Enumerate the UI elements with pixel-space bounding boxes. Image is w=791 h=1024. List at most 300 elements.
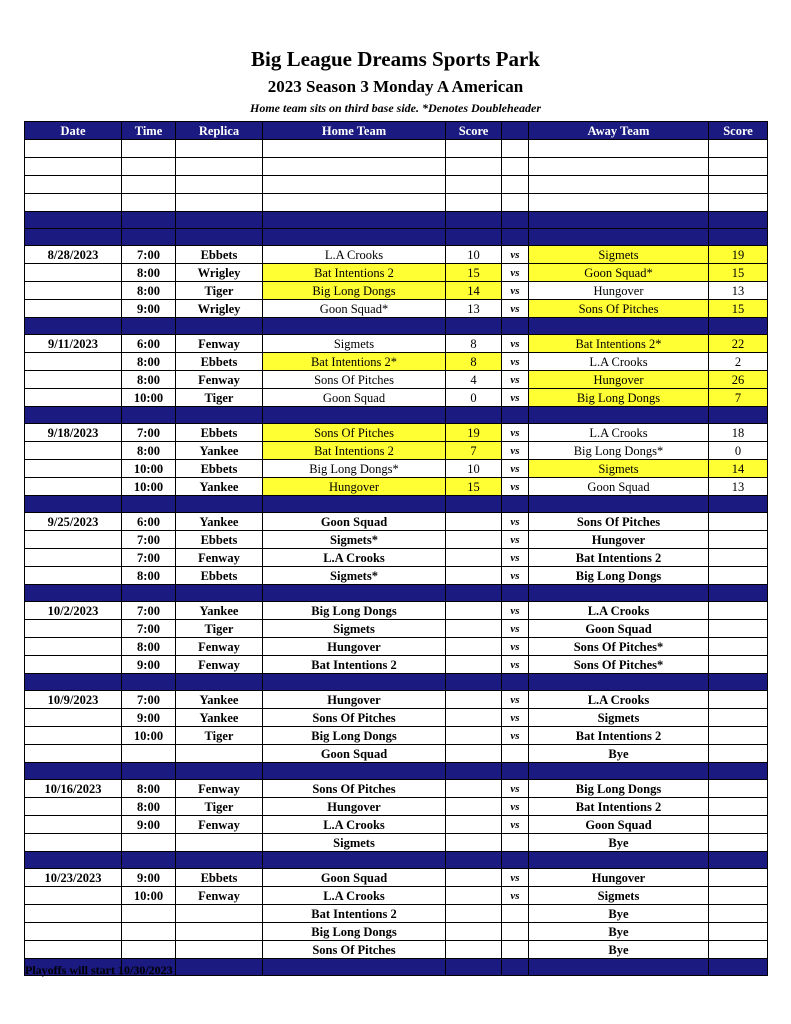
vs-cell: vs	[502, 531, 529, 549]
vs-cell: vs	[502, 798, 529, 816]
away-score-cell: 15	[709, 264, 768, 282]
table-row	[25, 353, 768, 371]
table-row	[25, 656, 768, 674]
separator-cell	[446, 496, 502, 513]
date-cell: 10/23/2023	[25, 869, 122, 887]
table-row	[25, 745, 768, 763]
week-separator	[25, 585, 768, 602]
table-row	[25, 798, 768, 816]
replica-cell: Wrigley	[176, 300, 263, 318]
away-team-cell: Sons Of Pitches	[529, 300, 709, 318]
home-score-cell: 19	[446, 424, 502, 442]
week-separator	[25, 852, 768, 869]
replica-cell: Fenway	[176, 335, 263, 353]
home-team-cell: Big Long Dongs	[263, 923, 446, 941]
week-separator	[25, 763, 768, 780]
table-header-row	[25, 122, 768, 140]
separator-cell	[446, 407, 502, 424]
date-cell	[25, 442, 122, 460]
home-team-cell: Sigmets	[263, 620, 446, 638]
away-team-cell: Sons Of Pitches*	[529, 638, 709, 656]
home-score-cell	[446, 620, 502, 638]
home-score-cell	[446, 194, 502, 212]
away-team-cell: Hungover	[529, 282, 709, 300]
separator-cell	[122, 674, 176, 691]
time-cell: 10:00	[122, 887, 176, 905]
table-row	[25, 549, 768, 567]
home-team-cell	[263, 158, 446, 176]
time-cell: 6:00	[122, 513, 176, 531]
away-team-cell: Bye	[529, 923, 709, 941]
separator-cell	[529, 674, 709, 691]
away-score-cell	[709, 140, 768, 158]
separator-cell	[122, 318, 176, 335]
home-score-cell	[446, 638, 502, 656]
vs-cell: vs	[502, 478, 529, 496]
vs-cell: vs	[502, 424, 529, 442]
separator-cell	[446, 674, 502, 691]
vs-cell: vs	[502, 353, 529, 371]
separator-cell	[502, 496, 529, 513]
separator-cell	[176, 852, 263, 869]
table-row	[25, 282, 768, 300]
vs-cell: vs	[502, 389, 529, 407]
separator-cell	[709, 959, 768, 976]
table-row	[25, 176, 768, 194]
home-team-cell: Hungover	[263, 478, 446, 496]
replica-cell: Yankee	[176, 691, 263, 709]
schedule-note: Home team sits on third base side. *Denotes Doubleheader	[250, 101, 541, 115]
date-cell	[25, 264, 122, 282]
away-team-cell: Hungover	[529, 531, 709, 549]
time-cell: 10:00	[122, 727, 176, 745]
home-score-cell: 4	[446, 371, 502, 389]
date-cell	[25, 478, 122, 496]
replica-cell: Tiger	[176, 620, 263, 638]
time-cell	[122, 905, 176, 923]
replica-cell: Fenway	[176, 656, 263, 674]
col-header-date: Date	[25, 122, 122, 140]
table-row	[25, 442, 768, 460]
vs-cell: vs	[502, 709, 529, 727]
date-cell: 10/16/2023	[25, 780, 122, 798]
vs-cell: vs	[502, 620, 529, 638]
date-cell	[25, 158, 122, 176]
col-header-replica: Replica	[176, 122, 263, 140]
home-team-cell: L.A Crooks	[263, 549, 446, 567]
separator-cell	[446, 852, 502, 869]
away-team-cell: Big Long Dongs	[529, 780, 709, 798]
away-score-cell	[709, 709, 768, 727]
away-score-cell: 22	[709, 335, 768, 353]
replica-cell	[176, 158, 263, 176]
home-team-cell: Goon Squad	[263, 745, 446, 763]
vs-cell: vs	[502, 869, 529, 887]
date-cell: 10/2/2023	[25, 602, 122, 620]
away-team-cell: Sigmets	[529, 709, 709, 727]
table-row	[25, 709, 768, 727]
away-team-cell: L.A Crooks	[529, 691, 709, 709]
separator-cell	[446, 959, 502, 976]
vs-cell	[502, 140, 529, 158]
home-score-cell	[446, 158, 502, 176]
table-row	[25, 300, 768, 318]
away-score-cell: 15	[709, 300, 768, 318]
separator-cell	[176, 496, 263, 513]
separator-cell	[446, 585, 502, 602]
away-team-cell: L.A Crooks	[529, 424, 709, 442]
date-cell: 9/25/2023	[25, 513, 122, 531]
date-cell	[25, 656, 122, 674]
away-team-cell: Goon Squad	[529, 816, 709, 834]
date-cell	[25, 727, 122, 745]
week-separator	[25, 674, 768, 691]
away-score-cell	[709, 691, 768, 709]
away-score-cell: 13	[709, 478, 768, 496]
home-team-cell: Sons Of Pitches	[263, 709, 446, 727]
date-cell	[25, 798, 122, 816]
separator-cell	[446, 318, 502, 335]
replica-cell: Ebbets	[176, 460, 263, 478]
home-score-cell: 0	[446, 389, 502, 407]
vs-cell	[502, 834, 529, 852]
home-team-cell: Goon Squad	[263, 389, 446, 407]
away-score-cell	[709, 513, 768, 531]
table-row	[25, 869, 768, 887]
time-cell: 8:00	[122, 798, 176, 816]
separator-cell	[709, 585, 768, 602]
home-team-cell: Goon Squad*	[263, 300, 446, 318]
home-team-cell: L.A Crooks	[263, 246, 446, 264]
col-header-home-team: Home Team	[263, 122, 446, 140]
replica-cell	[176, 176, 263, 194]
week-separator	[25, 229, 768, 246]
vs-cell	[502, 745, 529, 763]
col-header-home-score: Score	[446, 122, 502, 140]
home-score-cell: 8	[446, 353, 502, 371]
separator-cell	[122, 229, 176, 246]
separator-cell	[25, 229, 122, 246]
separator-cell	[176, 318, 263, 335]
away-team-cell: Big Long Dongs	[529, 389, 709, 407]
separator-cell	[176, 959, 263, 976]
vs-cell	[502, 905, 529, 923]
time-cell: 7:00	[122, 549, 176, 567]
away-team-cell: Sons Of Pitches	[529, 513, 709, 531]
date-cell	[25, 460, 122, 478]
home-score-cell: 15	[446, 478, 502, 496]
separator-cell	[263, 496, 446, 513]
table-row	[25, 335, 768, 353]
replica-cell: Ebbets	[176, 567, 263, 585]
away-score-cell	[709, 816, 768, 834]
time-cell: 7:00	[122, 691, 176, 709]
separator-cell	[529, 212, 709, 229]
vs-cell	[502, 176, 529, 194]
separator-cell	[122, 496, 176, 513]
replica-cell: Ebbets	[176, 353, 263, 371]
date-cell	[25, 905, 122, 923]
separator-cell	[263, 959, 446, 976]
away-score-cell	[709, 531, 768, 549]
away-team-cell: Bye	[529, 941, 709, 959]
separator-cell	[502, 229, 529, 246]
time-cell: 10:00	[122, 460, 176, 478]
date-cell: 9/18/2023	[25, 424, 122, 442]
home-score-cell	[446, 905, 502, 923]
away-score-cell	[709, 941, 768, 959]
separator-cell	[529, 229, 709, 246]
home-team-cell: Bat Intentions 2*	[263, 353, 446, 371]
time-cell	[122, 194, 176, 212]
date-cell	[25, 834, 122, 852]
table-row	[25, 478, 768, 496]
time-cell: 9:00	[122, 869, 176, 887]
time-cell	[122, 158, 176, 176]
separator-cell	[446, 229, 502, 246]
playoffs-note: Playoffs will start 10/30/2023	[25, 963, 173, 977]
replica-cell: Tiger	[176, 282, 263, 300]
vs-cell: vs	[502, 727, 529, 745]
separator-cell	[176, 229, 263, 246]
date-cell	[25, 638, 122, 656]
home-score-cell: 10	[446, 246, 502, 264]
away-score-cell	[709, 905, 768, 923]
time-cell: 8:00	[122, 353, 176, 371]
table-row	[25, 620, 768, 638]
table-row	[25, 905, 768, 923]
home-team-cell: Bat Intentions 2	[263, 656, 446, 674]
home-team-cell: Hungover	[263, 638, 446, 656]
separator-cell	[529, 763, 709, 780]
table-row	[25, 941, 768, 959]
home-score-cell	[446, 887, 502, 905]
date-cell	[25, 389, 122, 407]
away-score-cell	[709, 887, 768, 905]
separator-cell	[529, 959, 709, 976]
away-score-cell: 2	[709, 353, 768, 371]
vs-cell: vs	[502, 656, 529, 674]
away-score-cell: 0	[709, 442, 768, 460]
date-cell	[25, 709, 122, 727]
vs-cell: vs	[502, 513, 529, 531]
time-cell: 7:00	[122, 424, 176, 442]
table-row	[25, 691, 768, 709]
away-team-cell: Goon Squad	[529, 478, 709, 496]
away-score-cell	[709, 780, 768, 798]
time-cell: 7:00	[122, 602, 176, 620]
date-cell	[25, 816, 122, 834]
replica-cell	[176, 941, 263, 959]
table-row	[25, 816, 768, 834]
home-score-cell: 13	[446, 300, 502, 318]
table-row	[25, 567, 768, 585]
away-team-cell: Bye	[529, 745, 709, 763]
home-team-cell: Bat Intentions 2	[263, 442, 446, 460]
replica-cell: Yankee	[176, 709, 263, 727]
away-score-cell	[709, 869, 768, 887]
week-separator	[25, 496, 768, 513]
away-team-cell: Bat Intentions 2	[529, 727, 709, 745]
away-score-cell	[709, 638, 768, 656]
time-cell: 8:00	[122, 567, 176, 585]
table-row	[25, 513, 768, 531]
away-team-cell	[529, 176, 709, 194]
replica-cell	[176, 923, 263, 941]
date-cell	[25, 194, 122, 212]
table-row	[25, 158, 768, 176]
separator-cell	[502, 763, 529, 780]
away-score-cell	[709, 834, 768, 852]
home-score-cell	[446, 869, 502, 887]
vs-cell: vs	[502, 638, 529, 656]
time-cell: 7:00	[122, 531, 176, 549]
replica-cell: Yankee	[176, 513, 263, 531]
date-cell	[25, 353, 122, 371]
vs-cell: vs	[502, 371, 529, 389]
replica-cell: Wrigley	[176, 264, 263, 282]
separator-cell	[709, 229, 768, 246]
away-team-cell: Bat Intentions 2	[529, 549, 709, 567]
home-team-cell: Sons Of Pitches	[263, 780, 446, 798]
replica-cell: Fenway	[176, 371, 263, 389]
vs-cell	[502, 158, 529, 176]
away-score-cell	[709, 158, 768, 176]
away-score-cell	[709, 620, 768, 638]
vs-cell: vs	[502, 691, 529, 709]
vs-cell: vs	[502, 264, 529, 282]
time-cell	[122, 140, 176, 158]
away-team-cell: Sigmets	[529, 246, 709, 264]
separator-cell	[446, 212, 502, 229]
time-cell: 7:00	[122, 246, 176, 264]
date-cell	[25, 549, 122, 567]
replica-cell: Yankee	[176, 478, 263, 496]
date-cell: 10/9/2023	[25, 691, 122, 709]
home-team-cell: Big Long Dongs	[263, 282, 446, 300]
time-cell: 8:00	[122, 442, 176, 460]
away-team-cell: Big Long Dongs*	[529, 442, 709, 460]
separator-cell	[263, 212, 446, 229]
separator-cell	[709, 763, 768, 780]
away-score-cell	[709, 656, 768, 674]
time-cell: 7:00	[122, 620, 176, 638]
separator-cell	[122, 212, 176, 229]
date-cell	[25, 531, 122, 549]
vs-cell: vs	[502, 549, 529, 567]
away-score-cell: 26	[709, 371, 768, 389]
away-score-cell	[709, 549, 768, 567]
separator-cell	[263, 674, 446, 691]
table-row	[25, 727, 768, 745]
home-team-cell: L.A Crooks	[263, 816, 446, 834]
home-team-cell: Bat Intentions 2	[263, 264, 446, 282]
vs-cell: vs	[502, 442, 529, 460]
home-score-cell	[446, 780, 502, 798]
separator-cell	[709, 852, 768, 869]
time-cell: 9:00	[122, 300, 176, 318]
away-score-cell: 18	[709, 424, 768, 442]
vs-cell: vs	[502, 246, 529, 264]
home-team-cell: Sons Of Pitches	[263, 941, 446, 959]
home-team-cell: Hungover	[263, 691, 446, 709]
table-row	[25, 923, 768, 941]
separator-cell	[122, 585, 176, 602]
away-score-cell: 19	[709, 246, 768, 264]
separator-cell	[709, 407, 768, 424]
away-team-cell: L.A Crooks	[529, 602, 709, 620]
separator-cell	[25, 852, 122, 869]
schedule-body	[25, 140, 768, 976]
time-cell: 8:00	[122, 282, 176, 300]
replica-cell	[176, 140, 263, 158]
home-score-cell: 15	[446, 264, 502, 282]
date-cell	[25, 176, 122, 194]
separator-cell	[176, 407, 263, 424]
vs-cell: vs	[502, 567, 529, 585]
home-team-cell	[263, 194, 446, 212]
date-cell	[25, 140, 122, 158]
vs-cell: vs	[502, 282, 529, 300]
separator-cell	[263, 852, 446, 869]
separator-cell	[263, 229, 446, 246]
replica-cell: Fenway	[176, 816, 263, 834]
time-cell	[122, 834, 176, 852]
home-score-cell	[446, 745, 502, 763]
home-score-cell: 10	[446, 460, 502, 478]
away-score-cell	[709, 727, 768, 745]
home-score-cell	[446, 816, 502, 834]
home-team-cell: Big Long Dongs	[263, 727, 446, 745]
time-cell: 8:00	[122, 264, 176, 282]
date-cell: 9/11/2023	[25, 335, 122, 353]
home-team-cell: Big Long Dongs	[263, 602, 446, 620]
separator-cell	[25, 496, 122, 513]
home-score-cell: 14	[446, 282, 502, 300]
replica-cell	[176, 834, 263, 852]
away-score-cell: 13	[709, 282, 768, 300]
time-cell: 10:00	[122, 478, 176, 496]
away-team-cell	[529, 158, 709, 176]
separator-cell	[529, 585, 709, 602]
home-team-cell: Sigmets*	[263, 567, 446, 585]
away-team-cell: Hungover	[529, 371, 709, 389]
time-cell: 8:00	[122, 638, 176, 656]
week-separator	[25, 212, 768, 229]
home-team-cell: Hungover	[263, 798, 446, 816]
replica-cell: Fenway	[176, 887, 263, 905]
table-row	[25, 246, 768, 264]
home-team-cell: Big Long Dongs*	[263, 460, 446, 478]
separator-cell	[529, 407, 709, 424]
vs-cell: vs	[502, 335, 529, 353]
week-separator	[25, 407, 768, 424]
date-cell: 8/28/2023	[25, 246, 122, 264]
separator-cell	[176, 585, 263, 602]
home-team-cell: Bat Intentions 2	[263, 905, 446, 923]
home-team-cell: Goon Squad	[263, 869, 446, 887]
col-header-away-team: Away Team	[529, 122, 709, 140]
home-team-cell: Sigmets*	[263, 531, 446, 549]
vs-cell: vs	[502, 602, 529, 620]
away-score-cell	[709, 567, 768, 585]
separator-cell	[263, 407, 446, 424]
replica-cell: Ebbets	[176, 531, 263, 549]
time-cell: 10:00	[122, 389, 176, 407]
table-row	[25, 389, 768, 407]
date-cell	[25, 745, 122, 763]
away-team-cell: Bye	[529, 905, 709, 923]
